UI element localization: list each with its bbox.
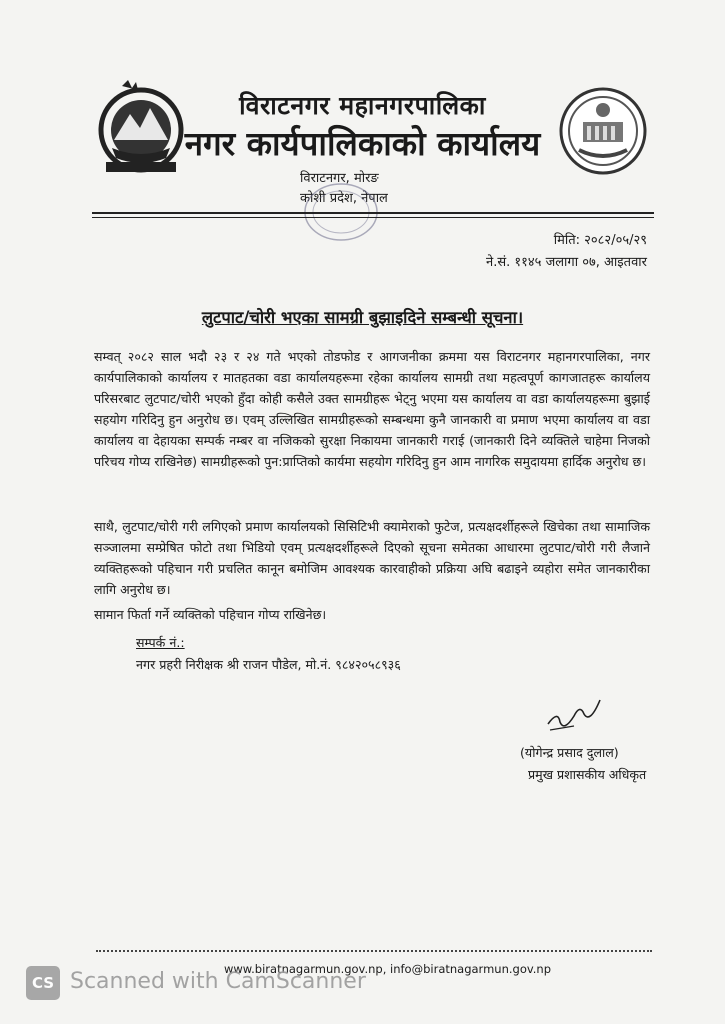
notice-paragraph-3: सामान फिर्ता गर्ने व्यक्तिको पहिचान गोप्य राखिनेछ।	[94, 607, 327, 622]
address-city: विराटनगर, मोरङ	[300, 171, 379, 186]
camscanner-logo-icon: CS	[26, 966, 60, 1000]
header-rule-thin	[92, 217, 654, 218]
notice-subject: लुटपाट/चोरी भएका सामग्री बुझाइदिने सम्बन्धी सूचना।	[201, 308, 524, 327]
contact-person: नगर प्रहरी निरीक्षक श्री राजन पौडेल, मो.नं. ९८४२०५८९३६	[136, 657, 401, 672]
office-name: नगर कार्यपालिकाको कार्यालय	[184, 124, 541, 163]
notice-paragraph-1: सम्वत् २०८२ साल भदौ २३ र २४ गते भएको तोडफोड र आगजनीका क्रममा यस विराटनगर महानगरपालिका, नगर कार्यपालिकाको कार्यालय र मातहतका वडा कार्यालयहरूमा रहेका कार्यालय सामग्री तथा महत्वपूर्ण कागजातहरू कार्यालय परिसरबाट लुटपाट/चोरी भएको हुँदा कोही कसैले उक्त सामग्रीहरू भेट्नु भएमा यस कार्यालय वा वडा कार्यालयहरूमा बुझाई सहयोग गरिदिनु हुन अनुरोध छ। एवम् उल्लिखित सामग्रीहरूको सम्बन्धमा कुनै जानकारी वा प्रमाण भएमा कार्यालय वा वडा कार्यालय वा देहायका सम्पर्क नम्बर वा नजिकको सुरक्षा निकायमा जानकारी गराई (जानकारी दिने व्यक्तिले चाहेमा निजको परिचय गोप्य राखिनेछ) सामग्रीहरूको पुन:प्राप्तिको कार्यमा सहयोग गरिदिनु हुन आम नागरिक समुदायमा हार्दिक अनुरोध छ।	[94, 349, 650, 469]
contact-label: सम्पर्क नं.:	[136, 635, 185, 650]
municipality-name: विराटनगर महानगरपालिका	[239, 91, 486, 120]
signatory-name: (योगेन्द्र प्रसाद दुलाल)	[520, 745, 619, 760]
footer-rule	[96, 950, 652, 952]
notice-paragraph-2: साथै, लुटपाट/चोरी गरी लगिएको प्रमाण कार्यालयको सिसिटिभी क्यामेराको फुटेज, प्रत्यक्षदर्शीहरूले खिचेका तथा सामाजिक सञ्जालमा सम्प्रेषित फोटो तथा भिडियो एवम् प्रत्यक्षदर्शीहरूले दिएको सूचना समेतका आधारमा लुटपाट/चोरी गरी लैजाने व्यक्तिहरूको पहिचान गरी प्रचलित कानून बमोजिम आवश्यक कारवाहीको प्रक्रिया अघि बढाइने व्यहोरा समेत जानकारीका लागि अनुरोध छ।	[94, 519, 650, 597]
issue-date: मिति: २०८२/०५/२९	[553, 233, 647, 248]
header-rule	[92, 212, 654, 214]
address-province: कोशी प्रदेश, नेपाल	[300, 191, 388, 206]
camscanner-watermark: Scanned with CamScanner	[70, 969, 366, 994]
nepal-samvat-date: ने.सं. ११४५ जलागा ०७, आइतवार	[486, 255, 647, 270]
signature-mark	[540, 680, 610, 740]
signatory-title: प्रमुख प्रशासकीय अधिकृत	[528, 767, 647, 782]
footer-contact: www.biratnagarmun.gov.np, info@biratnagarmun.gov.np	[223, 962, 552, 976]
